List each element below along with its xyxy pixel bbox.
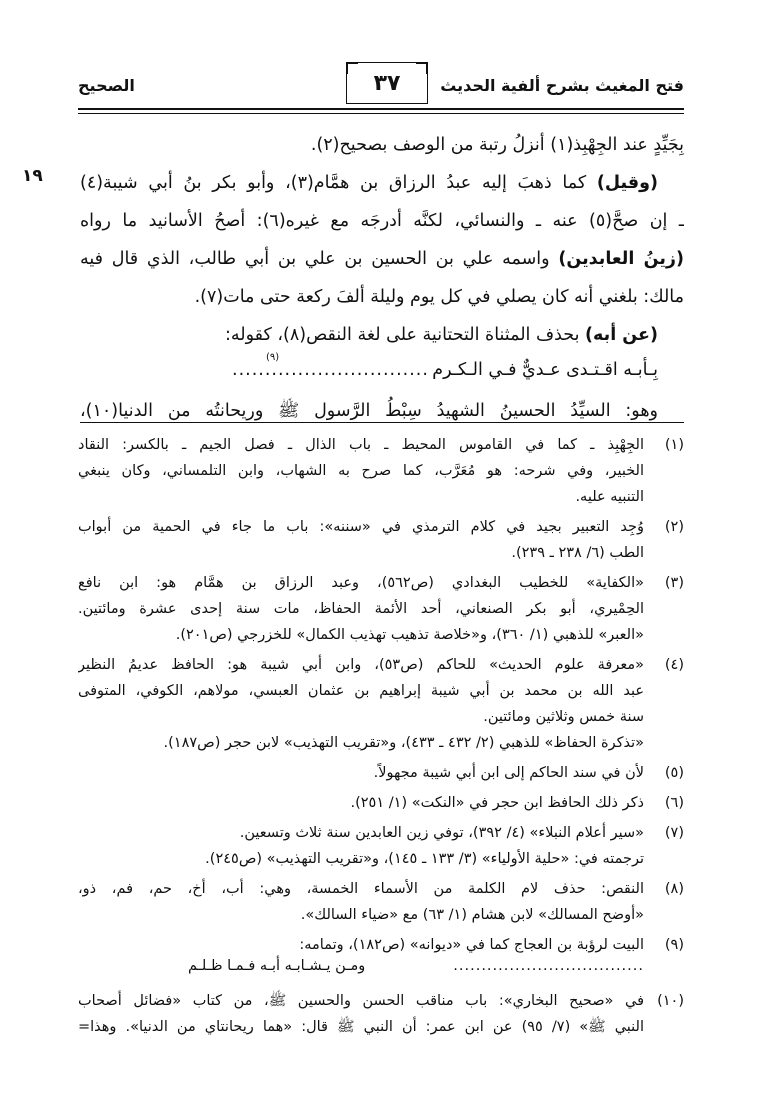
footnotes (78, 432, 684, 1044)
footnote-line: الطب (٦/ ٢٣٨ ـ ٢٣٩). (511, 545, 644, 561)
footnote-line: «أوضح المسالك» لابن هشام (١/ ٦٣) مع «ضياء السالك». (300, 907, 644, 923)
verse-dots: .............................. (232, 360, 429, 380)
bold-term: (زينُ العابدين) (558, 249, 684, 269)
header-rule (78, 108, 684, 110)
page-header (78, 62, 684, 110)
text-run: بحذف المثناة التحتانية على لغة النقص(٨)، كقوله: (225, 325, 586, 345)
footnote-number: (٦) (664, 795, 684, 811)
footnote-line: عبد الله بن محمد بن أبي شيبة إبراهيم بن عثمان العبسي، مولاهم، الكوفي، المتوفى (78, 683, 644, 699)
ornament-corner-icon (346, 62, 358, 74)
footnote (78, 876, 684, 928)
verse-dots: .................................. (453, 958, 644, 974)
footnote (78, 760, 684, 786)
footnote (78, 932, 684, 984)
footnote-verse (78, 958, 644, 984)
footnote-line: وُجِد التعبير بجيد في كلام الترمذي في «سننه»: باب ما جاء في الحمية من أبواب (78, 519, 644, 535)
footnote-line: «سير أعلام النبلاء» (٤/ ٣٩٢)، توفي زين العابدين سنة ثلاث وتسعين. (239, 825, 644, 841)
bold-term: (عن أبه) (585, 325, 658, 345)
bold-term: (وقيل) (596, 173, 658, 193)
footnote (78, 570, 684, 648)
footnote-line: ترجمته في: «حلية الأولياء» (٣/ ١٣٣ ـ ١٤٥)، و«تقريب التهذيب» (ص٢٤٥). (205, 851, 644, 867)
chapter-title: الصحيح (78, 76, 135, 95)
text-line: مالك: بلغني أنه كان يصلي في كل يوم وليلة ألفَ ركعة حتى مات(٧). (194, 287, 684, 307)
page-number-box (346, 62, 428, 104)
footnote-number: (٩) (664, 937, 684, 953)
text-line: ـ إن صحَّ(٥) عنه ـ والنسائي، لكنَّه أدرجَه مع غيره(٦): أصحُ الأسانيد ما رواه (80, 211, 684, 231)
footnote-line: «تذكرة الحفاظ» للذهبي (٢/ ٤٣٢ ـ ٤٣٣)، و«تقريب التهذيب» لابن حجر (ص١٨٧). (163, 735, 644, 751)
footnote-marker: (٩) (266, 352, 280, 363)
footnote-number: (٣) (664, 575, 684, 591)
footnote-line: «العبر» للذهبي (١/ ٣٦٠)، و«خلاصة تذهيب تهذيب الكمال» للخزرجي (ص٢٠١). (175, 627, 644, 643)
footnote-line: الخبير، وفي شرحه: هو مُعَرَّب، كما صرح به الشهاب، وابن التلمساني، وكان ينبغي (78, 463, 644, 479)
footnote-line: سنة خمس وثلاثين ومائتين. (483, 709, 644, 725)
text-line (80, 240, 684, 278)
footnote-line: البيت لرؤبة بن العجاج كما في «ديوانه» (ص١٨٢)، وتمامه: (299, 937, 644, 953)
footnote (78, 514, 684, 566)
footnote-line: الحِمْيري، أبو بكر الصنعاني، أحد الأئمة الحفاظ، مات سنة إحدى عشرة ومائتين. (78, 601, 644, 617)
verse-hemistich: بِـأبـه اقـتـدى عـديٌّ فـي الـكـرم (432, 360, 658, 380)
footnote-line: «الكفاية» للخطيب البغدادي (ص٥٦٢)، وعبد الرزاق بن همَّام هو: ابن نافع (78, 575, 644, 591)
footnote-number: (٢) (664, 519, 684, 535)
footnote (78, 432, 684, 510)
main-text (80, 126, 684, 430)
footnote-line: لأن في سند الحاكم إلى ابن أبي شيبة مجهولاً. (373, 765, 644, 781)
footnote (78, 988, 684, 1040)
footnote (78, 652, 684, 756)
header-rule (78, 113, 684, 114)
text-line: بِجَيِّدٍ عند الجِهْبِذ(١) أنزلُ رتبة من الوصف بصحيح(٢). (310, 135, 684, 155)
footnote-number: (٥) (664, 765, 684, 781)
text-line (80, 164, 684, 202)
book-title: فتح المغيث بشرح ألفية الحديث (440, 76, 684, 95)
footnote-line: الجِهْبِذ ـ كما في القاموس المحيط ـ باب الذال ـ فصل الجيم ـ بالكسر: النقاد (78, 437, 644, 453)
margin-line-number: ١٩ (22, 166, 43, 186)
text-line (80, 316, 684, 354)
text-run: واسمه علي بن الحسين بن علي بن أبي طالب، الذي قال فيه (80, 249, 559, 269)
footnote-line: النقص: حذف لام الكلمة من الأسماء الخمسة، وهي: أب، أخ، حم، فم، ذو، (78, 881, 644, 897)
footnote-line: في «صحيح البخاري»: باب مناقب الحسن والحسين ﷺ، من كتاب «فضائل أصحاب (78, 993, 644, 1009)
ornament-corner-icon (416, 62, 428, 74)
footnote-line: ذكر ذلك الحافظ ابن حجر في «النكت» (١/ ٢٥١). (350, 795, 644, 811)
text-line: وهو: السيِّدُ الحسينُ الشهيدُ سِبْطُ الرَّسول ﷺ وريحانتُه من الدنيا(١٠)، (80, 401, 658, 421)
footnote-line: النبي ﷺ» (٧/ ٩٥) عن ابن عمر: أن النبي ﷺ قال: «هما ريحانتاي من الدنيا». وهذا= (78, 1019, 644, 1035)
footnote-number: (١٠) (657, 993, 684, 1009)
footnote-line: التنبيه عليه. (575, 489, 644, 505)
footnote (78, 790, 684, 816)
footnote-number: (٧) (664, 825, 684, 841)
text-run: كما ذهبَ إليه عبدُ الرزاق بن همَّام(٣)، وأبو بكر بنُ أبي شيبة(٤) (80, 173, 597, 193)
page-number: ٣٧ (373, 70, 401, 96)
footnote-number: (١) (664, 437, 684, 453)
footnote (78, 820, 684, 872)
verse-line (80, 354, 684, 392)
footnote-number: (٤) (664, 657, 684, 673)
footnote-number: (٨) (664, 881, 684, 897)
footnote-separator (80, 422, 684, 423)
verse-hemistich: ومـن يـشـابـه أبـه فـمـا ظـلـم (188, 958, 366, 974)
footnote-line: «معرفة علوم الحديث» للحاكم (ص٥٣)، وابن أبي شيبة هو: الحافظ عديمُ النظير (78, 657, 644, 673)
